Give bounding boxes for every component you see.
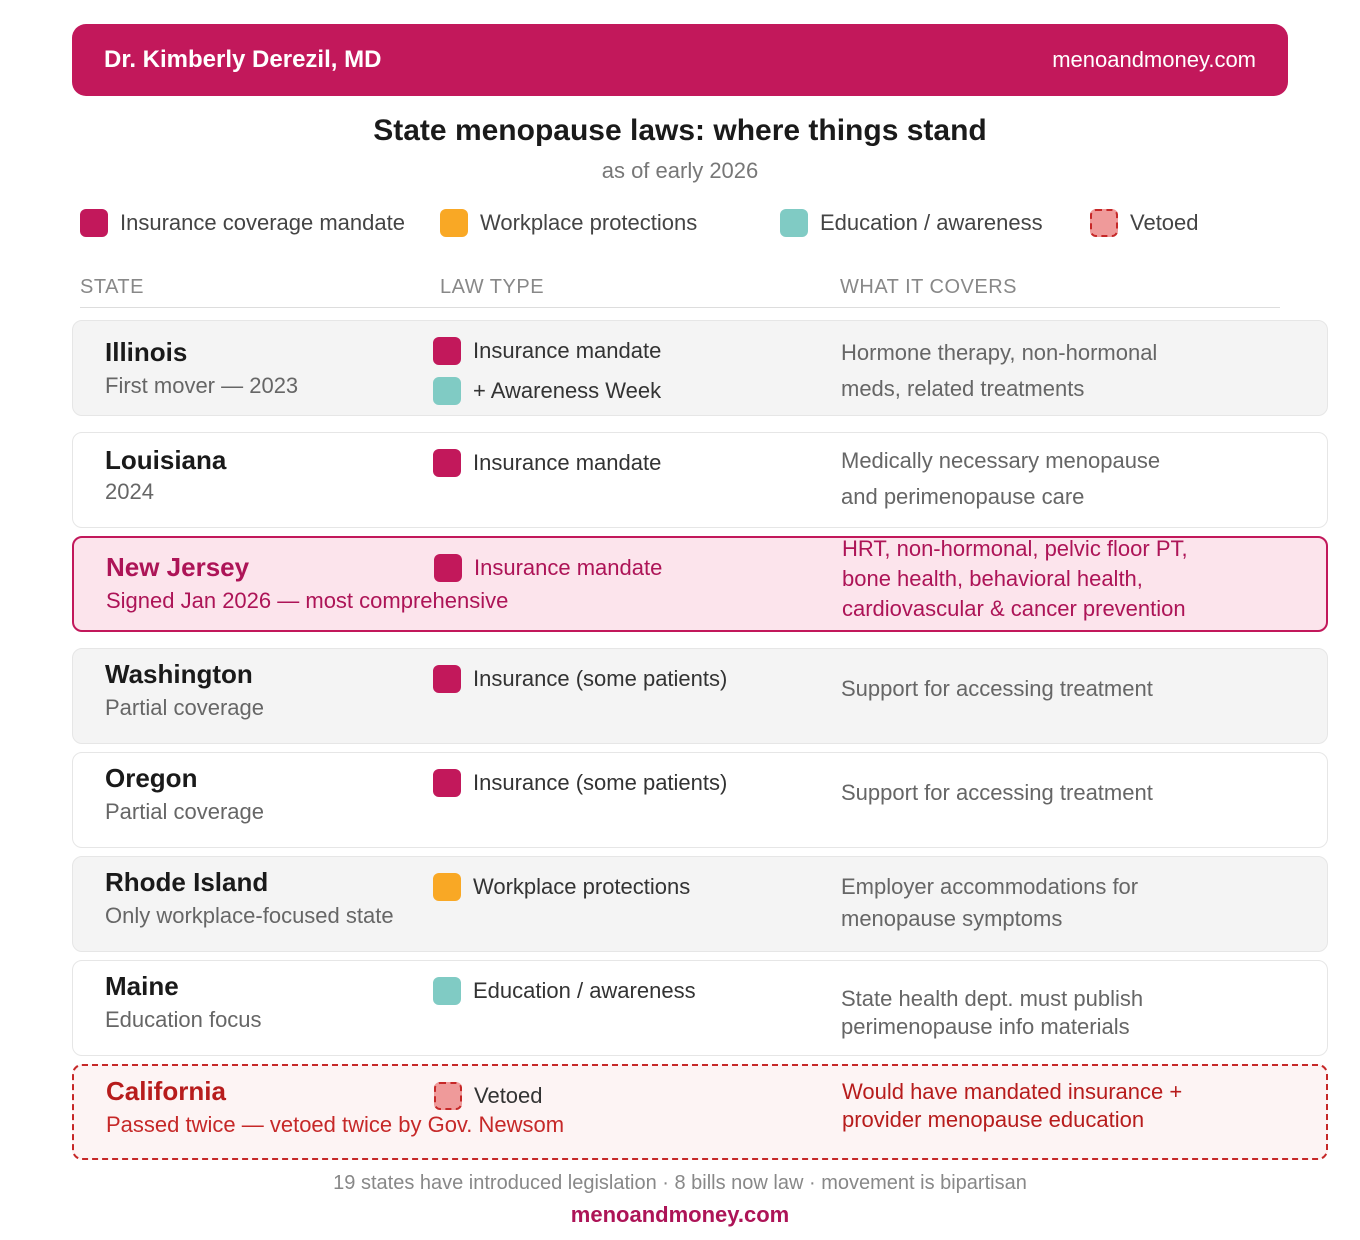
table-row-highlighted (72, 536, 1328, 632)
state-note: First mover — 2023 (105, 373, 299, 398)
table-row (72, 648, 1328, 744)
law-type-label: Insurance mandate (474, 555, 663, 580)
state-name: California (106, 1076, 226, 1106)
footer-note: 19 states have introduced legislation · 8 bills now law · movement is bipartisan (333, 1172, 1027, 1194)
author-name: Dr. Kimberly Derezil, MD (104, 46, 382, 73)
state-name: Louisiana (105, 445, 227, 475)
legend-workplace-label: Workplace protections (480, 210, 698, 235)
workplace-swatch-icon (433, 873, 461, 901)
law-type (433, 377, 661, 405)
education-swatch-icon (433, 977, 461, 1005)
covers-line: and perimenopause care (841, 484, 1085, 509)
covers-line: Support for accessing treatment (841, 676, 1153, 701)
covers-text (842, 534, 1312, 624)
state-note: Education focus (105, 1007, 262, 1032)
law-type-label: Insurance (some patients) (473, 770, 728, 795)
vetoed-swatch-icon (1090, 209, 1118, 237)
footer-site-link[interactable]: menoandmoney.com (570, 1202, 790, 1227)
law-type-label: Education / awareness (473, 978, 696, 1003)
column-header-state: STATE (80, 276, 144, 298)
covers-text (841, 775, 1311, 811)
covers-line: Hormone therapy, non-hormonal (841, 340, 1158, 365)
covers-line: Medically necessary menopause (841, 448, 1161, 473)
law-type (433, 977, 696, 1005)
legend-vetoed (1090, 206, 1199, 240)
table-row (72, 960, 1328, 1056)
law-type-label: Insurance mandate (473, 338, 662, 363)
law-type-label: Insurance mandate (473, 450, 662, 475)
covers-line: Would have mandated insurance + (842, 1079, 1183, 1104)
state-name: Maine (105, 971, 179, 1001)
header-banner (72, 24, 1288, 96)
vetoed-swatch-icon (434, 1082, 462, 1110)
state-name: Rhode Island (105, 867, 269, 897)
state-note: Partial coverage (105, 799, 264, 824)
insurance-swatch-icon (433, 665, 461, 693)
covers-line: Employer accommodations for (841, 874, 1139, 899)
covers-text (841, 335, 1311, 407)
header-divider (80, 307, 1280, 308)
insurance-swatch-icon (433, 769, 461, 797)
law-type-label: Insurance (some patients) (473, 666, 728, 691)
table-row (72, 856, 1328, 952)
state-note: Partial coverage (105, 695, 264, 720)
column-header-law-type: LAW TYPE (440, 276, 545, 298)
covers-line: perimenopause info materials (841, 1014, 1130, 1039)
state-note: Signed Jan 2026 — most comprehensive (106, 588, 509, 613)
covers-line: meds, related treatments (841, 376, 1085, 401)
insurance-swatch-icon (433, 337, 461, 365)
law-type-label: + Awareness Week (473, 378, 662, 403)
page-subtitle: as of early 2026 (601, 158, 759, 183)
table-row (72, 752, 1328, 848)
education-swatch-icon (780, 209, 808, 237)
law-type (433, 337, 661, 365)
education-swatch-icon (433, 377, 461, 405)
covers-line: State health dept. must publish (841, 986, 1144, 1011)
column-header-covers: WHAT IT COVERS (840, 276, 1018, 298)
state-note: Passed twice — vetoed twice by Gov. Newsom (106, 1112, 565, 1137)
page-title: State menopause laws: where things stand (373, 114, 987, 147)
insurance-swatch-icon (434, 554, 462, 582)
insurance-swatch-icon (80, 209, 108, 237)
covers-text (841, 443, 1311, 515)
covers-line: Support for accessing treatment (841, 780, 1153, 805)
covers-line: cardiovascular & cancer prevention (842, 596, 1186, 621)
law-type (433, 873, 690, 901)
covers-line: menopause symptoms (841, 906, 1063, 931)
covers-text (841, 871, 1311, 935)
state-name: Illinois (105, 337, 188, 367)
law-type (434, 554, 662, 582)
law-type (434, 1082, 543, 1110)
state-name: Washington (105, 659, 253, 689)
law-type-label: Workplace protections (473, 874, 691, 899)
covers-text (841, 671, 1311, 707)
state-name: Oregon (105, 763, 198, 793)
legend-education-label: Education / awareness (820, 210, 1043, 235)
law-type (433, 665, 727, 693)
law-type (433, 449, 661, 477)
legend-insurance-label: Insurance coverage mandate (120, 210, 405, 235)
law-type (433, 769, 727, 797)
legend-workplace (440, 206, 697, 240)
state-name: New Jersey (106, 552, 250, 582)
state-note: 2024 (105, 479, 154, 504)
header-site-link[interactable]: menoandmoney.com (1052, 47, 1256, 72)
law-type-label: Vetoed (474, 1083, 543, 1108)
table-row-vetoed (72, 1064, 1328, 1160)
legend-insurance (80, 206, 405, 240)
covers-text (841, 985, 1311, 1041)
table-row (72, 320, 1328, 416)
workplace-swatch-icon (440, 209, 468, 237)
covers-line: HRT, non-hormonal, pelvic floor PT, (842, 536, 1188, 561)
legend-vetoed-label: Vetoed (1130, 210, 1199, 235)
covers-line: provider menopause education (842, 1107, 1145, 1132)
insurance-swatch-icon (433, 449, 461, 477)
legend-education (780, 206, 1043, 240)
table-row (72, 432, 1328, 528)
state-note: Only workplace-focused state (105, 903, 394, 928)
covers-line: bone health, behavioral health, (842, 566, 1143, 591)
covers-text (842, 1078, 1312, 1134)
